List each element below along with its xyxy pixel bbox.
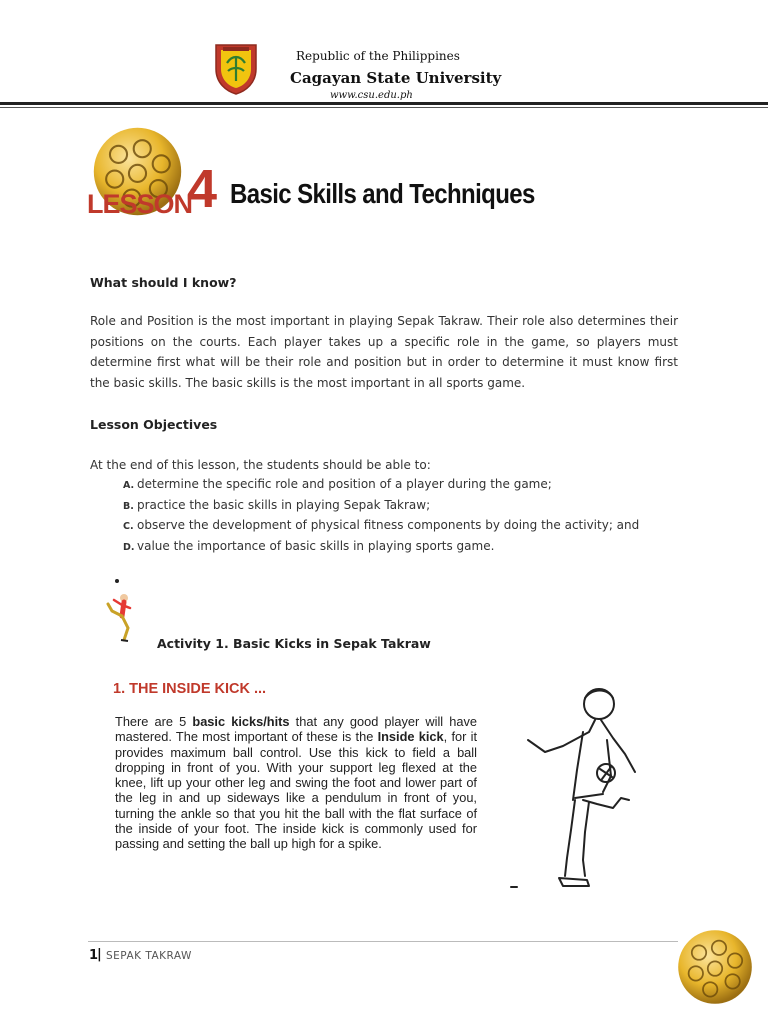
footer-label: SEPAK TAKRAW xyxy=(106,950,192,962)
objective-text: determine the specific role and position of a player during the game; xyxy=(137,477,552,491)
website-link[interactable]: www.csu.edu.ph xyxy=(330,90,413,101)
objective-letter: D. xyxy=(123,541,135,553)
activity-heading: Activity 1. Basic Kicks in Sepak Takraw xyxy=(157,636,431,651)
objective-item xyxy=(123,515,639,536)
footer-rule xyxy=(88,941,678,942)
intro-paragraph: Role and Position is the most important in playing Sepak Takraw. Their role also determines their positions on the courts. Each player takes up a specific role in the game, so players must determine first what will be their role and position but in order to determine it must know first the basic skills. The basic skills is the most important in all sports game. xyxy=(90,314,678,390)
page-number: 1 xyxy=(89,948,99,963)
objectives-intro: At the end of this lesson, the students should be able to: xyxy=(90,458,431,472)
header-rule-thick xyxy=(0,102,768,105)
know-heading: What should I know? xyxy=(90,275,237,290)
header-rule-thin xyxy=(0,107,768,108)
university-name: Cagayan State University xyxy=(290,69,502,87)
objective-letter: A. xyxy=(123,480,135,491)
objective-letter: B. xyxy=(123,500,134,512)
objective-item xyxy=(123,474,639,495)
objective-text: practice the basic skills in playing Sepak Takraw; xyxy=(137,497,431,512)
kick-section-title: 1. THE INSIDE KICK ... xyxy=(113,681,267,697)
lesson-title: Basic Skills and Techniques xyxy=(230,179,535,211)
objectives-list xyxy=(123,474,639,556)
objectives-heading: Lesson Objectives xyxy=(90,417,218,432)
footer-separator: | xyxy=(97,947,102,962)
lesson-label: LESSON xyxy=(87,189,193,219)
objective-item xyxy=(123,536,639,557)
objective-letter: C. xyxy=(123,521,134,532)
republic-line: Republic of the Philippines xyxy=(296,49,460,63)
objective-item xyxy=(123,495,639,516)
objective-text: observe the development of physical fitness components by doing the activity; and xyxy=(137,518,640,532)
university-seal-icon xyxy=(212,41,260,95)
inside-kick-sketch-icon xyxy=(503,680,663,895)
objective-text: value the importance of basic skills in playing sports game. xyxy=(137,538,495,553)
kick-description: There are 5 basic kicks/hits that any good player will have mastered. The most important of these is the Inside kick, for it provides maximum ball control. Use this kick to field a ball dropping in front of you. With your support leg flexed at the knee, lift up your other leg and swing the foot and lower part of the leg in and up sideways like a pendulum in front of you, turning the ankle so that you hit the ball with the flat surface of the inside of your foot. The inside kick is commonly used for passing and setting the ball up high for a spike. xyxy=(115,714,478,852)
kicking-player-icon xyxy=(104,578,138,644)
takraw-ball-icon xyxy=(675,927,755,1007)
lesson-number: 4 xyxy=(187,159,218,219)
